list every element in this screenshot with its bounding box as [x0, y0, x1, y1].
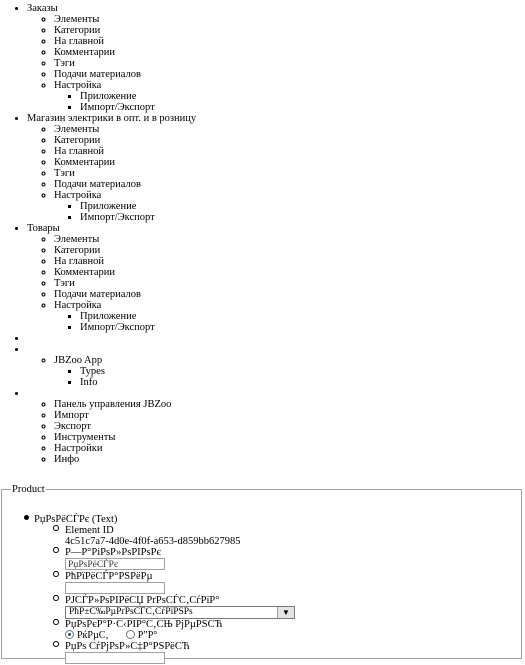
name-input[interactable]: РџРѕРёСЃРє: [65, 558, 165, 570]
menu-item[interactable]: ◦ Комментарии: [54, 157, 525, 168]
description-label: РћРїРёСЃР°РЅРёРµ: [65, 571, 153, 582]
menu-item[interactable]: ◦ Категории: [54, 245, 525, 256]
product-fieldset: [1, 484, 522, 659]
menu-group-jbzoo: [27, 344, 525, 388]
submenu-item[interactable]: ▪ Приложение: [80, 201, 525, 212]
default-row: [53, 641, 295, 664]
circle-bullet-icon: [53, 571, 59, 577]
circle-bullet-icon: [53, 525, 59, 531]
element-id-row: [53, 525, 295, 547]
menu-item[interactable]: ◦ Тэги: [54, 168, 525, 179]
circle-bullet-icon: [53, 641, 59, 647]
access-label: РЈСЃР»РѕРІРёСЏ РґРѕСЃС‚СѓРїР°: [65, 595, 220, 606]
radio-no-label: РќРµС‚: [77, 630, 109, 641]
menu-item-settings[interactable]: ◦ Настройка ▪ Приложение ▪ Импорт/Экспорт: [54, 80, 525, 113]
radio-yes-label: Р”Р°: [137, 630, 158, 641]
menu-item[interactable]: ◦ Подачи материалов: [54, 289, 525, 300]
circle-bullet-icon: [53, 619, 59, 625]
menu-item[interactable]: ◦ Комментарии: [54, 267, 525, 278]
access-select[interactable]: [65, 606, 295, 619]
submenu-item[interactable]: ▪ Types: [80, 366, 525, 377]
menu-item[interactable]: ◦ Инструменты: [54, 432, 525, 443]
menu-item-settings[interactable]: ◦ Настройка ▪ Приложение ▪ Импорт/Экспорт: [54, 300, 525, 333]
submenu-item[interactable]: ▪ Приложение: [80, 311, 525, 322]
radio-yes[interactable]: [126, 630, 135, 639]
menu-item[interactable]: ◦ Комментарии: [54, 47, 525, 58]
radio-no[interactable]: [65, 630, 74, 639]
submenu-item[interactable]: ▪ Импорт/Экспорт: [80, 102, 525, 113]
menu-item[interactable]: ◦ Инфо: [54, 454, 525, 465]
submenu-item[interactable]: ▪ Импорт/Экспорт: [80, 212, 525, 223]
menu-empty-item: [27, 333, 525, 344]
menu-group-orders[interactable]: [27, 3, 525, 113]
bullet-icon: [24, 515, 29, 520]
menu-item[interactable]: ◦ Элементы: [54, 234, 525, 245]
menu-item[interactable]: ◦ На главной: [54, 36, 525, 47]
menu-item[interactable]: ◦ На главной: [54, 256, 525, 267]
field-block: [24, 514, 295, 664]
menu-group-label[interactable]: Товары: [27, 223, 60, 234]
menu-item[interactable]: ◦ Категории: [54, 135, 525, 146]
default-input[interactable]: [65, 652, 165, 664]
menu-item[interactable]: ◦ Подачи материалов: [54, 179, 525, 190]
access-row: [53, 595, 295, 619]
menu-item[interactable]: ◦ Настройки: [54, 443, 525, 454]
menu-item[interactable]: ◦ Подачи материалов: [54, 69, 525, 80]
circle-bullet-icon: [53, 547, 59, 553]
name-row: [53, 547, 295, 570]
dropdown-arrow-icon[interactable]: ▼: [277, 607, 294, 618]
default-label: РџРѕ СѓРјРѕР»С‡Р°РЅРёСЋ: [65, 641, 190, 652]
menu-item[interactable]: ◦ Категории: [54, 25, 525, 36]
menu-item-jbzoo-app[interactable]: ◦ • JBZoo App ▪ Types ▪ Info: [54, 355, 525, 388]
menu-group-tools: [27, 388, 525, 465]
circle-bullet-icon: [53, 595, 59, 601]
menu-item[interactable]: ◦ Элементы: [54, 14, 525, 25]
show-menu-label: РџРѕРєР°Р·С‹РІР°С‚СЊ РјРµРЅСЋ: [65, 619, 223, 630]
name-label: Р—Р°РіРѕР»РѕРІРѕРє: [65, 547, 161, 558]
submenu-item[interactable]: ▪ Приложение: [80, 91, 525, 102]
menu-item[interactable]: ◦ • Панель управления JBZoo: [54, 399, 525, 410]
description-input[interactable]: [65, 582, 165, 594]
element-id-value: 4c51c7a7-4d0e-4f0f-a653-d859bb627985: [65, 536, 241, 547]
menu-group-goods[interactable]: [27, 223, 525, 333]
menu-item[interactable]: ◦ Тэги: [54, 58, 525, 69]
description-row: [53, 571, 295, 594]
field-title: РџРѕРёСЃРє (Text): [34, 514, 118, 525]
submenu-item[interactable]: ▪ Импорт/Экспорт: [80, 322, 525, 333]
menu-group-label[interactable]: Заказы: [27, 3, 58, 14]
menu-item[interactable]: ◦ Экспорт: [54, 421, 525, 432]
element-id-label: Element ID: [65, 525, 114, 536]
admin-menu: [0, 3, 525, 465]
menu-item[interactable]: ◦ На главной: [54, 146, 525, 157]
submenu-item[interactable]: ▪ Info: [80, 377, 525, 388]
menu-item-settings[interactable]: ◦ Настройка ▪ Приложение ▪ Импорт/Экспорт: [54, 190, 525, 223]
show-menu-row: [53, 619, 295, 641]
menu-item[interactable]: ◦ Элементы: [54, 124, 525, 135]
access-select-value: РћР±С‰РµРґРѕСЃС‚СѓРїРЅРѕ: [69, 607, 193, 617]
menu-group-label[interactable]: Магазин электрики в опт. и в розницу: [27, 113, 197, 124]
product-legend: Product: [12, 484, 45, 495]
menu-item[interactable]: ◦ Тэги: [54, 278, 525, 289]
menu-item[interactable]: ◦ Импорт: [54, 410, 525, 421]
menu-group-shop[interactable]: [27, 113, 525, 223]
